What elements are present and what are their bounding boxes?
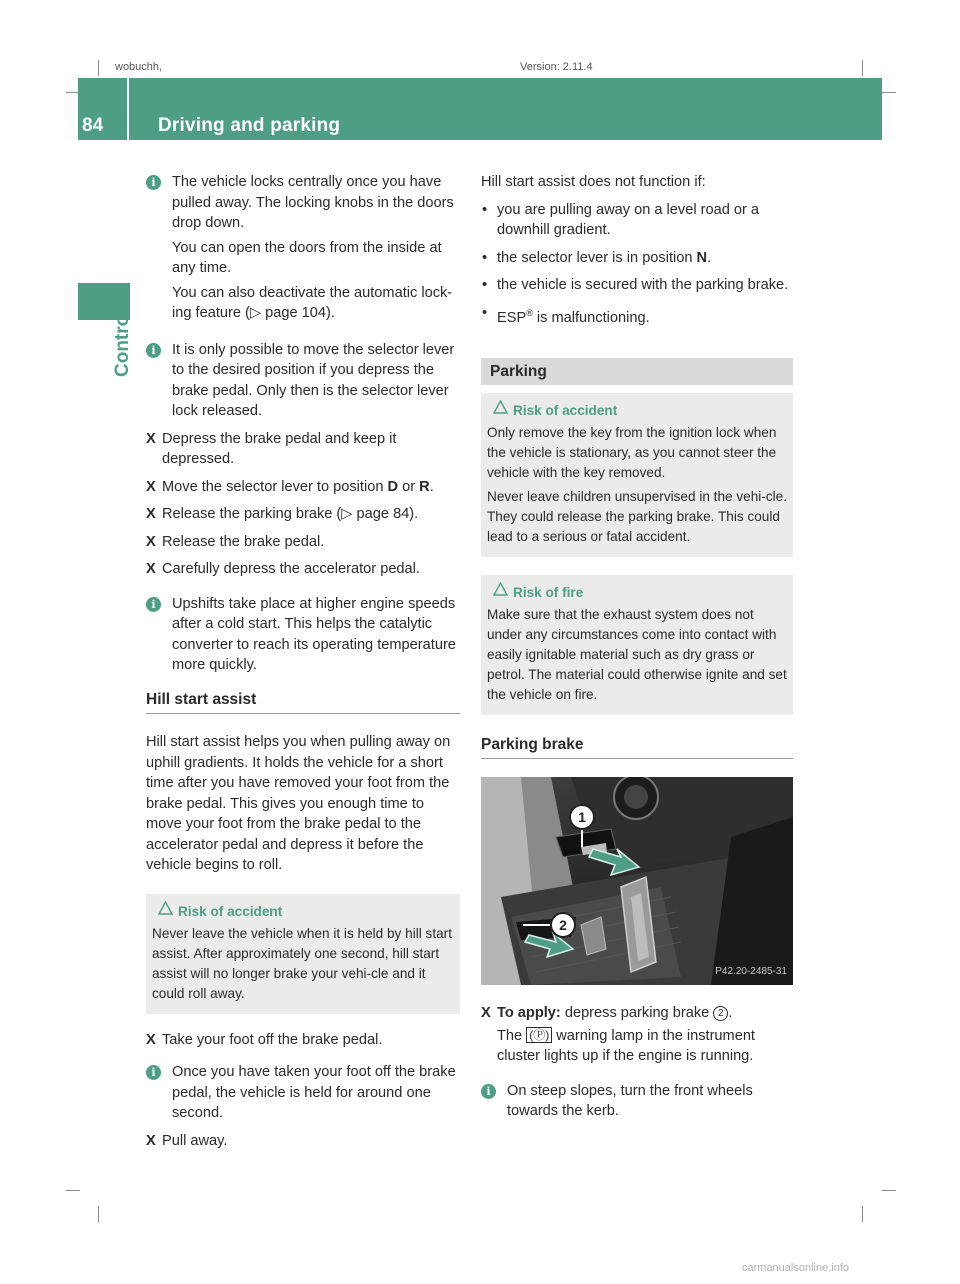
list-item bbox=[481, 303, 793, 328]
info-note bbox=[146, 594, 460, 676]
step-text: depress parking brake bbox=[560, 1005, 714, 1022]
crop-mark bbox=[98, 1206, 99, 1222]
step-text: Move the selector lever to position bbox=[162, 478, 388, 495]
step-text: Take your foot off the brake pedal. bbox=[162, 1031, 383, 1048]
parking-brake-figure bbox=[481, 777, 793, 985]
info-text: Upshifts take place at higher engine speeds after a cold start. This helps the catalytic converter to reach its operating temperature more quickly. bbox=[172, 595, 456, 673]
step-bold: R bbox=[419, 478, 430, 495]
step-text: . bbox=[429, 478, 434, 495]
step-x-icon: X bbox=[146, 1132, 156, 1149]
step-x-icon: X bbox=[146, 506, 156, 522]
list-item-text: the vehicle is secured with the parking brake. bbox=[497, 277, 789, 293]
warning-title bbox=[487, 401, 787, 421]
step-text: . bbox=[728, 1005, 733, 1022]
section-heading-parking-brake: Parking brake bbox=[481, 735, 793, 760]
crop-mark bbox=[862, 1206, 863, 1222]
instruction-step bbox=[146, 1030, 460, 1051]
step-text: Carefully depress the accelerator pedal. bbox=[162, 561, 420, 577]
warning-title-text: Risk of accident bbox=[513, 402, 618, 418]
list-item bbox=[481, 275, 793, 296]
warning-title bbox=[487, 583, 787, 603]
instruction-step bbox=[146, 1131, 460, 1152]
info-icon: i bbox=[146, 1065, 161, 1080]
step-x-icon: X bbox=[146, 533, 156, 550]
hill-start-description: Hill start assist helps you when pulling away on uphill gradients. It holds the vehicle for a short time after you have removed your foot from the brake pedal. This gives you enough time to move your foot from the brake pedal to the accelerator pedal and depress it before the vehicle begins to roll. bbox=[146, 734, 451, 873]
list-item-text: . bbox=[707, 249, 712, 266]
warning-title-text: Risk of accident bbox=[178, 903, 283, 919]
warning-triangle-icon bbox=[158, 901, 173, 921]
bullet-icon: • bbox=[482, 277, 488, 293]
warning-triangle-icon bbox=[493, 582, 508, 602]
header-divider bbox=[127, 78, 129, 140]
step-x-icon: X bbox=[146, 478, 156, 495]
step-x-icon: X bbox=[146, 430, 156, 447]
info-note bbox=[146, 1062, 460, 1124]
list-item bbox=[481, 248, 793, 269]
crop-mark bbox=[882, 92, 896, 93]
step-text: Depress the brake pedal and keep it depressed. bbox=[162, 430, 397, 467]
step-x-icon: X bbox=[146, 561, 156, 577]
crop-mark bbox=[882, 1190, 896, 1191]
step-x-icon: X bbox=[481, 1005, 491, 1022]
info-icon: i bbox=[146, 597, 161, 612]
step-x-icon: X bbox=[146, 1031, 156, 1048]
callout-ref-2: 2 bbox=[713, 1006, 728, 1021]
info-note bbox=[481, 1081, 793, 1122]
info-icon: i bbox=[481, 1084, 496, 1099]
step-bold: D bbox=[387, 478, 399, 495]
print-meta-left: wobuchh, bbox=[115, 61, 163, 73]
instruction-step bbox=[146, 477, 460, 498]
bullet-icon: • bbox=[482, 249, 488, 266]
section-heading-parking: Parking bbox=[481, 358, 793, 385]
info-text: The vehicle locks centrally once you have pulled away. The locking knobs in the doors drop down. bbox=[172, 174, 454, 231]
left-column bbox=[146, 172, 460, 1158]
info-note bbox=[146, 172, 460, 324]
instruction-step bbox=[146, 532, 460, 553]
info-text: Once you have taken your foot off the brake pedal, the vehicle is held for around one second. bbox=[172, 1064, 456, 1121]
warning-text: Never leave the vehicle when it is held by hill start assist. After approximately one second, hill start assist will no longer brake your vehi-cle and it could roll away. bbox=[152, 925, 452, 1001]
warning-box bbox=[146, 894, 460, 1014]
registered-mark: ® bbox=[526, 307, 533, 318]
step-text: or bbox=[398, 478, 420, 495]
info-text: You can open the doors from the inside at any time. bbox=[172, 239, 442, 276]
list-item-bold: N bbox=[696, 249, 708, 266]
step-text: The bbox=[497, 1027, 527, 1044]
instruction-step bbox=[481, 1003, 793, 1067]
info-text: You can also deactivate the automatic lock-ing feature (▷ page 104). bbox=[172, 284, 453, 321]
parking-brake-lamp-icon: (Ⓟ) bbox=[526, 1027, 552, 1043]
page-header bbox=[78, 78, 882, 140]
list-item-text: ESP bbox=[497, 309, 527, 326]
watermark: carmanualsonline.info bbox=[742, 1262, 850, 1274]
hill-start-limitations-intro: Hill start assist does not function if: bbox=[481, 174, 706, 190]
step-text: Pull away. bbox=[162, 1132, 228, 1149]
right-column bbox=[481, 172, 793, 1129]
page-title: Driving and parking bbox=[158, 115, 341, 136]
step-text: Release the parking brake (▷ page 84). bbox=[162, 506, 419, 522]
warning-title bbox=[152, 902, 454, 922]
callout-2: 2 bbox=[559, 917, 567, 934]
warning-triangle-icon bbox=[493, 400, 508, 420]
instruction-step bbox=[146, 429, 460, 470]
crop-mark bbox=[862, 60, 863, 76]
list-item bbox=[481, 200, 793, 241]
info-icon: i bbox=[146, 175, 161, 190]
warning-box bbox=[481, 393, 793, 557]
instruction-step bbox=[146, 504, 460, 525]
warning-text: Make sure that the exhaust system does not under any circumstances come into contact with easily ignitable material such as dry grass or petrol. The material could otherwise ignite and set the vehicle on fire. bbox=[487, 606, 787, 702]
callout-1: 1 bbox=[578, 809, 586, 826]
print-meta-right: Version: 2.11.4 bbox=[520, 61, 593, 73]
warning-box bbox=[481, 575, 793, 715]
info-icon: i bbox=[146, 343, 161, 358]
warning-text: Never leave children unsupervised in the vehi-cle. They could release the parking brake. This could lead to a serious or fatal accident. bbox=[487, 488, 787, 544]
step-text: warning lamp in the instrument cluster lights up if the engine is running. bbox=[497, 1027, 755, 1065]
list-item-text: you are pulling away on a level road or a downhill gradient. bbox=[497, 201, 760, 238]
list-item-text: the selector lever is in position bbox=[497, 249, 697, 266]
section-side-label: Controls bbox=[112, 298, 133, 377]
info-text: On steep slopes, turn the front wheels towards the kerb. bbox=[507, 1082, 753, 1120]
info-note bbox=[146, 340, 460, 422]
bullet-icon: • bbox=[482, 201, 488, 218]
list-item-text: is malfunctioning. bbox=[532, 309, 650, 326]
crop-mark bbox=[66, 1190, 80, 1191]
bullet-icon: • bbox=[482, 304, 488, 321]
info-text: It is only possible to move the selector lever to the desired position if you depress the brake pedal. Only then is the selector lever lock released. bbox=[172, 341, 455, 419]
figure-id: P42.20-2485-31 bbox=[715, 965, 787, 977]
crop-mark bbox=[98, 60, 99, 76]
step-text: Release the brake pedal. bbox=[162, 533, 325, 550]
warning-text: Only remove the key from the ignition lock when the vehicle is stationary, as you cannot steer the vehicle with the key removed. bbox=[487, 424, 777, 480]
step-bold: To apply: bbox=[497, 1005, 561, 1022]
instruction-step bbox=[146, 559, 460, 580]
section-heading-hill-start: Hill start assist bbox=[146, 690, 460, 715]
page-number: 84 bbox=[82, 115, 104, 136]
warning-title-text: Risk of fire bbox=[513, 584, 584, 600]
parking-brake-illustration bbox=[481, 777, 793, 985]
